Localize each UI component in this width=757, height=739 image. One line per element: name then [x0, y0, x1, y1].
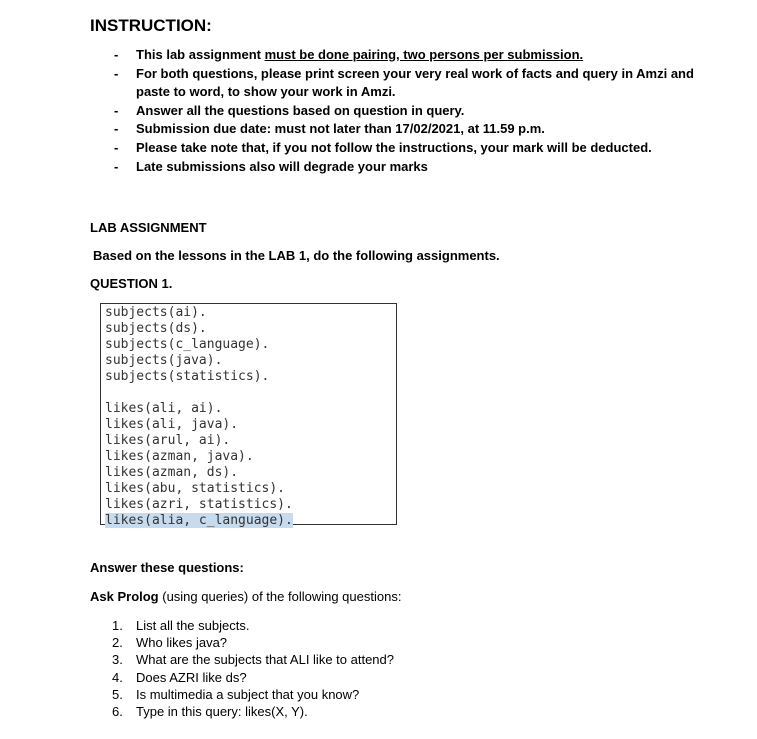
- code-line: likes(abu, statistics).: [105, 481, 286, 496]
- code-line: likes(azman, java).: [105, 449, 254, 464]
- instruction-heading: INSTRUCTION:: [90, 16, 212, 35]
- question-item: 6. Type in this query: likes(X, Y).: [112, 704, 308, 720]
- instruction-item: - This lab assignment must be done pairing, two persons per submission.: [112, 46, 712, 65]
- code-line: likes(azman, ds).: [105, 465, 239, 480]
- ask-prolog-line: Ask Prolog (using queries) of the following questions:: [90, 589, 402, 604]
- instruction-item: - Late submissions also will degrade your marks: [112, 158, 712, 177]
- lab-assignment-heading: LAB ASSIGNMENT: [90, 220, 207, 235]
- bullet-dash: -: [114, 139, 119, 155]
- code-line: subjects(c_language).: [105, 337, 270, 352]
- code-line-highlighted: [105, 513, 396, 529]
- bullet-dash: -: [114, 102, 119, 118]
- bullet-dash: -: [114, 65, 119, 81]
- instruction-item: - Answer all the questions based on question in query.: [112, 102, 712, 121]
- code-line: likes(ali, java).: [105, 417, 239, 432]
- answers-heading: Answer these questions:: [90, 560, 244, 575]
- instruction-item: - Submission due date: must not later than 17/02/2021, at 11.59 p.m.: [112, 120, 712, 139]
- question1-heading: QUESTION 1.: [90, 276, 173, 291]
- underlined-text: must be done pairing, two persons per submission.: [264, 47, 584, 62]
- bullet-dash: -: [114, 158, 119, 174]
- instruction-list: [112, 46, 712, 176]
- instruction-item: - For both questions, please print screen your very real work of facts and query in Amzi and: [112, 65, 712, 84]
- code-line: subjects(ai).: [105, 305, 207, 320]
- prolog-facts-box: [100, 303, 397, 528]
- bullet-dash: -: [114, 47, 119, 62]
- question-item: 1. List all the subjects.: [112, 618, 250, 633]
- code-line: likes(arul, ai).: [105, 433, 231, 448]
- code-line: subjects(statistics).: [105, 369, 270, 384]
- code-line: likes(ali, ai).: [105, 401, 223, 416]
- code-line: likes(azri, statistics).: [105, 497, 293, 512]
- code-line: subjects(java).: [105, 353, 223, 368]
- code-line: subjects(ds).: [105, 321, 207, 336]
- bullet-dash: -: [114, 121, 119, 137]
- instruction-item: - Please take note that, if you not follow the instructions, your mark will be deducted.: [112, 139, 712, 158]
- code-blank-line: [105, 385, 396, 401]
- question-item: 4. Does AZRI like ds?: [112, 669, 247, 685]
- question-list: [112, 617, 394, 720]
- question-item: 3. What are the subjects that ALI like to attend?: [112, 652, 394, 668]
- selection-highlight: likes(alia, c_language).: [105, 513, 293, 528]
- lab-assignment-lead: Based on the lessons in the LAB 1, do the following assignments.: [93, 248, 500, 263]
- question-item: 5. Is multimedia a subject that you know?: [112, 686, 360, 702]
- instruction-item-continuation: paste to word, to show your work in Amzi.: [136, 84, 396, 100]
- question-item: 2. Who likes java?: [112, 635, 228, 651]
